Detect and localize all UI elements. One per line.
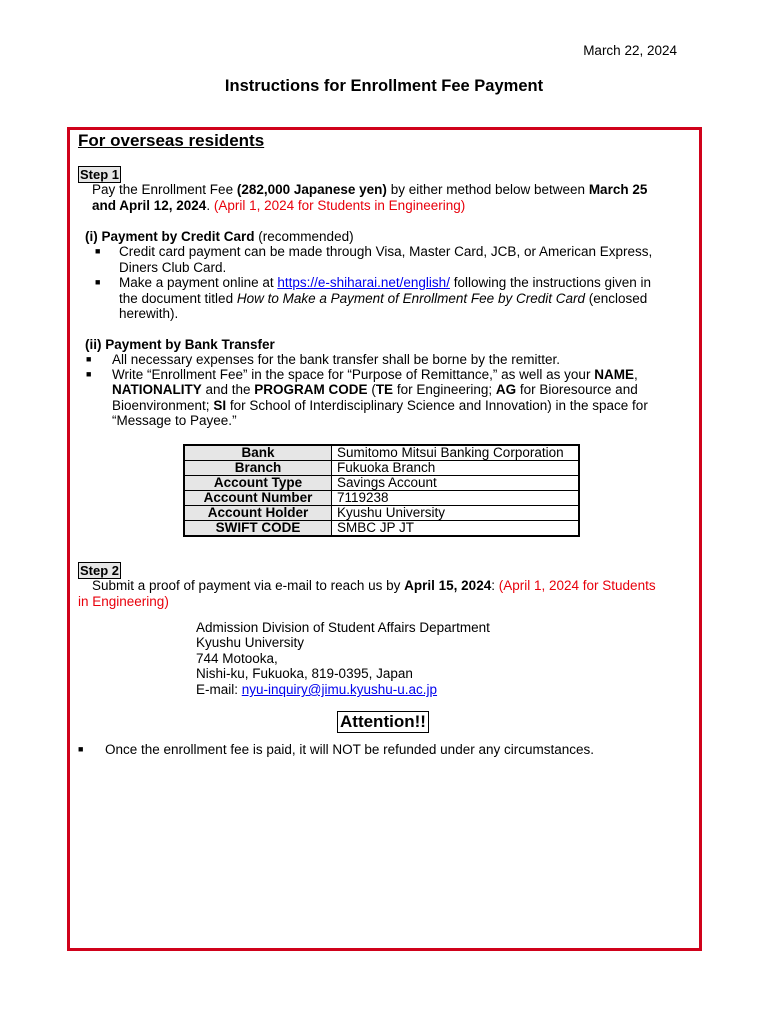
step1-text-2: by either method below between [386, 182, 589, 197]
period-end: and April 12, 2024 [92, 198, 207, 213]
table-value: Fukuoka Branch [332, 461, 580, 476]
bullet-square-icon: ■ [86, 354, 92, 364]
step2-text: Submit a proof of payment via e-mail to reach us by [92, 578, 405, 593]
bullet-square-icon: ■ [86, 369, 92, 379]
bank-bullet-2-line2 [112, 382, 638, 398]
bullet-square-icon: ■ [78, 744, 84, 754]
table-key: Branch [184, 461, 332, 476]
address-line-3: 744 Motooka, [196, 651, 278, 666]
comma: , [633, 367, 638, 382]
credit-bullet-1-line2: Diners Club Card. [119, 260, 227, 275]
table-row [184, 506, 579, 521]
table-value: 7119238 [332, 491, 580, 506]
table-value: Sumitomo Mitsui Banking Corporation [332, 445, 580, 461]
table-row [184, 476, 579, 491]
table-row [184, 461, 579, 476]
nationality-keyword: NATIONALITY [112, 382, 202, 397]
address-line-4: Nishi-ku, Fukuoka, 819-0395, Japan [196, 666, 413, 681]
bank-transfer-heading: (ii) Payment by Bank Transfer [85, 337, 275, 352]
code-ag: AG [495, 382, 517, 397]
table-key: Bank [184, 445, 332, 461]
table-key: Account Holder [184, 506, 332, 521]
bank-bullet-1: All necessary expenses for the bank transfer shall be borne by the remitter. [112, 352, 560, 367]
code-si: SI [213, 398, 227, 413]
step1-label: Step 1 [80, 167, 120, 182]
name-keyword: NAME [594, 367, 634, 382]
bank-bullet-2-text: Write “Enrollment Fee” in the space for “Purpose of Remittance,” as well as your [112, 367, 595, 382]
colon: : [491, 578, 499, 593]
payment-site-link[interactable]: https://e-shiharai.net/english/ [277, 275, 450, 290]
email-label: E-mail: [196, 682, 242, 697]
period-start: March 25 [588, 182, 648, 197]
credit-bullet-2-text: Make a payment online at [119, 275, 278, 290]
attention-title: Attention!! [337, 711, 429, 733]
step2-line2: in Engineering) [78, 594, 169, 609]
credit-bullet-2-line3: herewith). [119, 306, 179, 321]
table-row [184, 521, 579, 537]
bank-details-table [183, 444, 580, 537]
credit-bullet-2-text-2: following the instructions given in [449, 275, 652, 290]
credit-bullet-2-line1 [119, 275, 651, 291]
document-date: March 22, 2024 [583, 43, 677, 58]
program-code-keyword: PROGRAM CODE [254, 382, 368, 397]
paren: ( [367, 382, 376, 397]
engineering-note-2: (April 1, 2024 for Students [498, 578, 656, 593]
step1-period: . [206, 198, 211, 213]
code-te: TE [375, 382, 394, 397]
table-key: SWIFT CODE [184, 521, 332, 537]
credit-card-heading [85, 229, 354, 245]
address-line-1: Admission Division of Student Affairs Department [196, 620, 490, 635]
email-line [196, 682, 437, 698]
table-key: Account Number [184, 491, 332, 506]
table-row [184, 491, 579, 506]
fee-amount: (282,000 Japanese yen) [236, 182, 387, 197]
step1-line1 [92, 182, 647, 198]
credit-card-recommended: (recommended) [254, 229, 354, 244]
credit-bullet-2-line2 [119, 291, 647, 307]
credit-card-heading-text: (i) Payment by Credit Card [85, 229, 255, 244]
table-value: Savings Account [332, 476, 580, 491]
step1-text: Pay the Enrollment Fee [92, 182, 237, 197]
bank-bullet-2-line4: “Message to Payee.” [112, 413, 237, 428]
page-title: Instructions for Enrollment Fee Payment [224, 77, 544, 95]
table-value: Kyushu University [332, 506, 580, 521]
table-key: Account Type [184, 476, 332, 491]
bioresource-text: for Bioresource and [516, 382, 638, 397]
bank-bullet-2-line3 [112, 398, 648, 414]
and-text: and the [201, 382, 255, 397]
step2-line1 [92, 578, 656, 594]
doc-title-suffix: (enclosed [584, 291, 648, 306]
engineering-note: (April 1, 2024 for Students in Engineering) [210, 198, 466, 213]
step1-line2 [92, 198, 465, 214]
bank-bullet-2-line1 [112, 367, 638, 383]
si-text: for School of Interdisciplinary Science and Innovation) in the space for [226, 398, 648, 413]
doc-title-prefix: the document titled [119, 291, 237, 306]
address-line-2: Kyushu University [196, 635, 305, 650]
bullet-square-icon: ■ [95, 277, 101, 287]
attention-bullet: Once the enrollment fee is paid, it will NOT be refunded under any circumstances. [105, 742, 594, 757]
email-link[interactable]: nyu-inquiry@jimu.kyushu-u.ac.jp [241, 682, 438, 697]
bioenvironment-text: Bioenvironment; [112, 398, 214, 413]
proof-deadline: April 15, 2024 [404, 578, 492, 593]
credit-bullet-1-line1: Credit card payment can be made through Visa, Master Card, JCB, or American Express, [119, 244, 653, 259]
table-value: SMBC JP JT [332, 521, 580, 537]
doc-title: How to Make a Payment of Enrollment Fee by Credit Card [236, 291, 585, 306]
section-title: For overseas residents [78, 131, 265, 150]
bullet-square-icon: ■ [95, 246, 101, 256]
engineering-text: for Engineering; [393, 382, 496, 397]
table-row [184, 445, 579, 461]
step2-label: Step 2 [80, 563, 120, 578]
